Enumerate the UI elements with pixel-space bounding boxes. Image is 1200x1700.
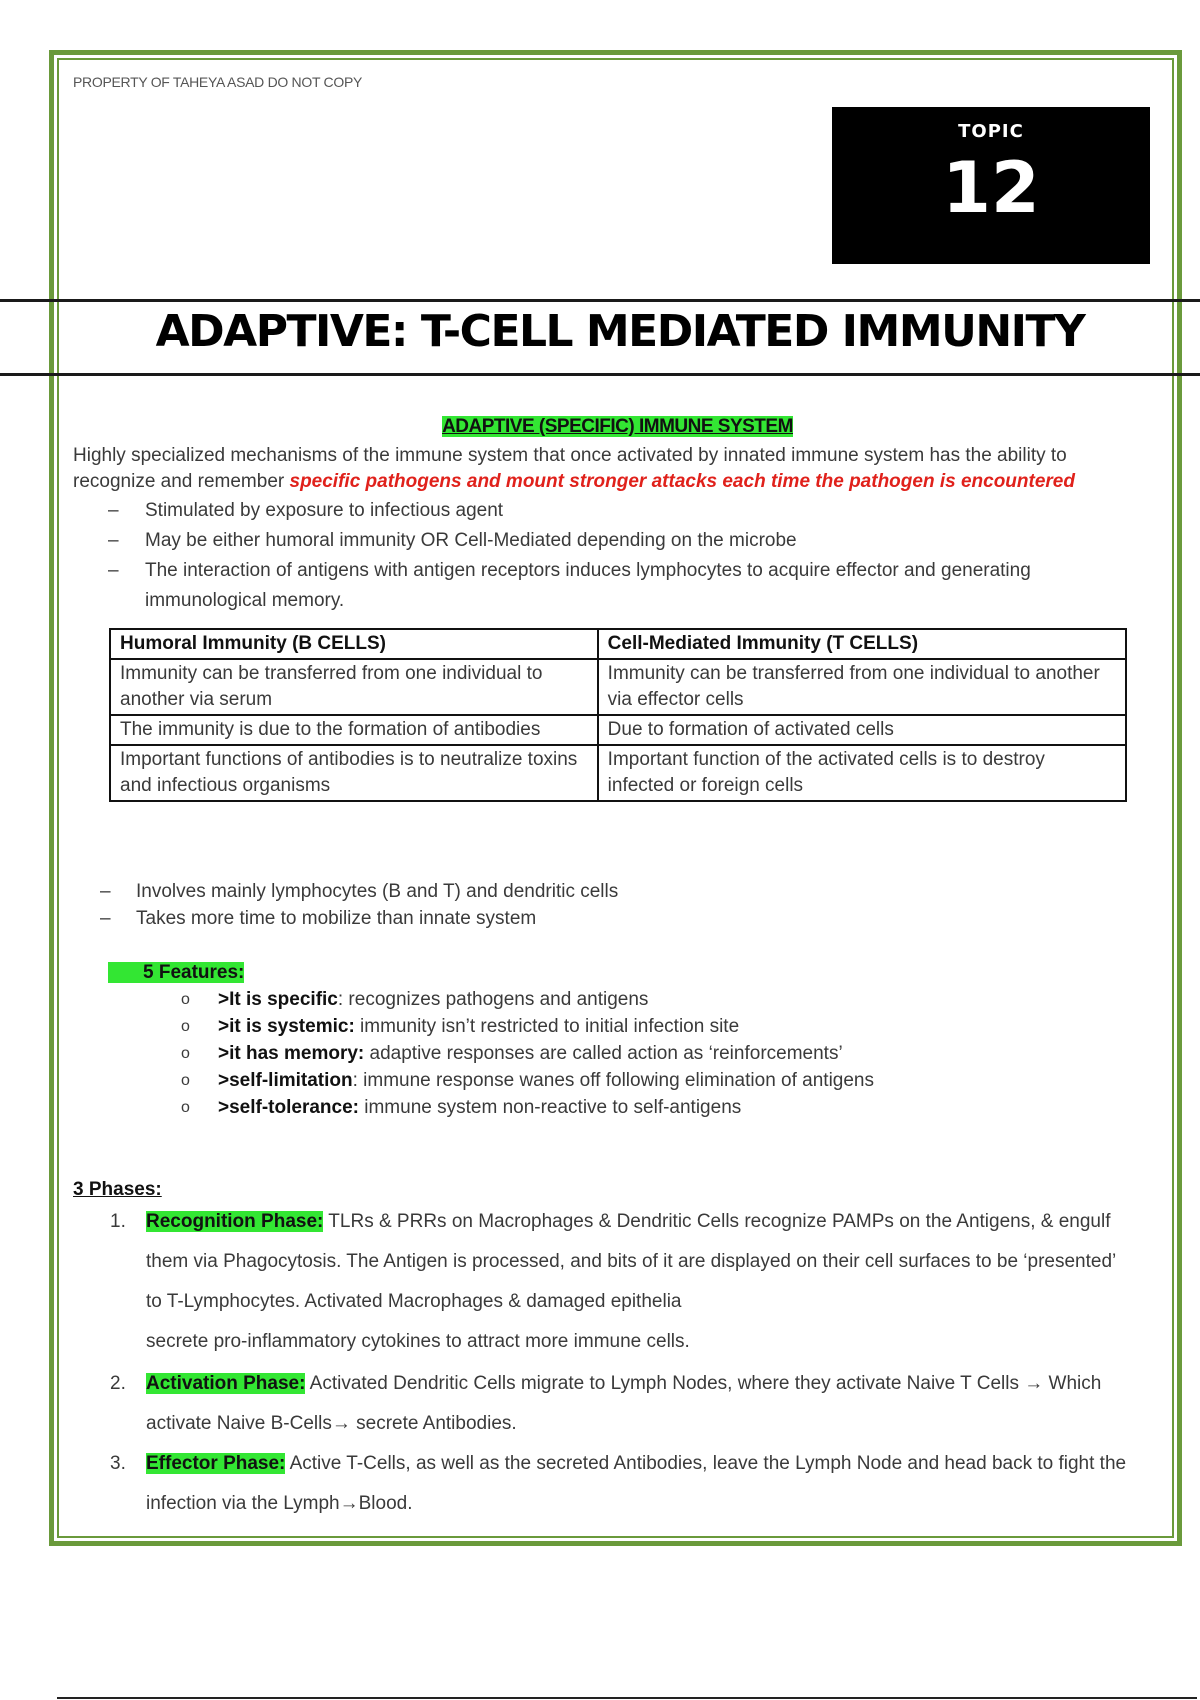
- features-section: [73, 959, 1133, 1121]
- copyright-notice: PROPERTY OF TAHEYA ASAD DO NOT COPY: [73, 74, 363, 90]
- phases-section: [73, 1178, 1133, 1524]
- list-item: – Stimulated by exposure to infectious agent: [108, 500, 504, 521]
- table-row: [110, 715, 1126, 745]
- feature-item: o >self-tolerance: immune system non-reactive to self-antigens: [181, 1097, 742, 1118]
- feature-item: o >it has memory: adaptive responses are called action as ‘reinforcements’: [181, 1043, 843, 1064]
- list-item: – Involves mainly lymphocytes (B and T) and dendritic cells: [100, 881, 619, 902]
- title-rule-bottom: [0, 373, 1200, 376]
- list-item: – May be either humoral immunity OR Cell-Mediated depending on the microbe: [108, 530, 797, 551]
- table-row: [110, 745, 1126, 801]
- table-cell: Important function of the activated cells is to destroy infected or foreign cells: [598, 745, 1126, 801]
- table-header-row: [110, 629, 1126, 659]
- page-title: ADAPTIVE: T-CELL MEDIATED IMMUNITY: [155, 306, 1085, 357]
- table-cell: Due to formation of activated cells: [598, 715, 1126, 745]
- intro-paragraph: Highly specialized mechanisms of the immune system that once activated by innated immune system has the ability to recognize and remember specific pathogens and mount stronger attacks each time the pathogen is encountered: [73, 445, 1075, 492]
- table-cell: Immunity can be transferred from one individual to another via effector cells: [598, 659, 1126, 715]
- footer-rule: [57, 1697, 1197, 1699]
- table-cell: Important functions of antibodies is to neutralize toxins and infectious organisms: [110, 745, 598, 801]
- intro-bullets: [73, 496, 1133, 616]
- phase-item-recognition: 1. Recognition Phase: TLRs & PRRs on Macrophages & Dendritic Cells recognize PAMPs on the Antigens, & engulf them via Phagocytosis. The Antigen is processed, and bits of it are displayed on their cell surfaces to be ‘presented’ to T-Lymphocytes. Activated Macrophages & damaged epithelia secrete pro-inflammatory cytokines to attract more immune cells.: [110, 1211, 1116, 1352]
- feature-item: o >self-limitation: immune response wanes off following elimination of antigens: [181, 1070, 874, 1091]
- table-header-humoral: Humoral Immunity (B CELLS): [110, 629, 598, 659]
- more-bullets: [73, 878, 1133, 932]
- phase-item-effector: 3. Effector Phase: Active T-Cells, as well as the secreted Antibodies, leave the Lymph Node and head back to fight the infection via the Lymph→Blood.: [110, 1453, 1127, 1514]
- topic-number: 12: [942, 147, 1040, 229]
- section-heading: ADAPTIVE (SPECIFIC) IMMUNE SYSTEM: [442, 416, 793, 437]
- more-bullets-section: [73, 878, 1133, 932]
- phases-label: 3 Phases:: [73, 1179, 162, 1200]
- comparison-table: [109, 628, 1127, 802]
- phase-item-activation: 2. Activation Phase: Activated Dendritic Cells migrate to Lymph Nodes, where they activate Naive T Cells → Which activate Naive B-Cells→ secrete Antibodies.: [110, 1373, 1102, 1434]
- topic-badge: [832, 107, 1150, 264]
- table-row: [110, 659, 1126, 715]
- title-rule-top: [0, 299, 1200, 302]
- list-item: – Takes more time to mobilize than innate system: [100, 908, 537, 929]
- feature-item: o >it is systemic: immunity isn’t restricted to initial infection site: [181, 1016, 740, 1037]
- features-label: 5 Features:: [73, 959, 1133, 986]
- table-header-cell-mediated: Cell-Mediated Immunity (T CELLS): [598, 629, 1126, 659]
- table-cell: Immunity can be transferred from one individual to another via serum: [110, 659, 598, 715]
- intro-emphasis: specific pathogens and mount stronger attacks each time the pathogen is encountered: [289, 471, 1075, 492]
- topic-label: TOPIC: [958, 121, 1024, 142]
- table-cell: The immunity is due to the formation of antibodies: [110, 715, 598, 745]
- list-item: – The interaction of antigens with antigen receptors induces lymphocytes to acquire effector and generating immunological memory.: [108, 560, 1031, 611]
- intro-section: [73, 443, 1133, 616]
- feature-item: o >It is specific: recognizes pathogens and antigens: [181, 989, 649, 1010]
